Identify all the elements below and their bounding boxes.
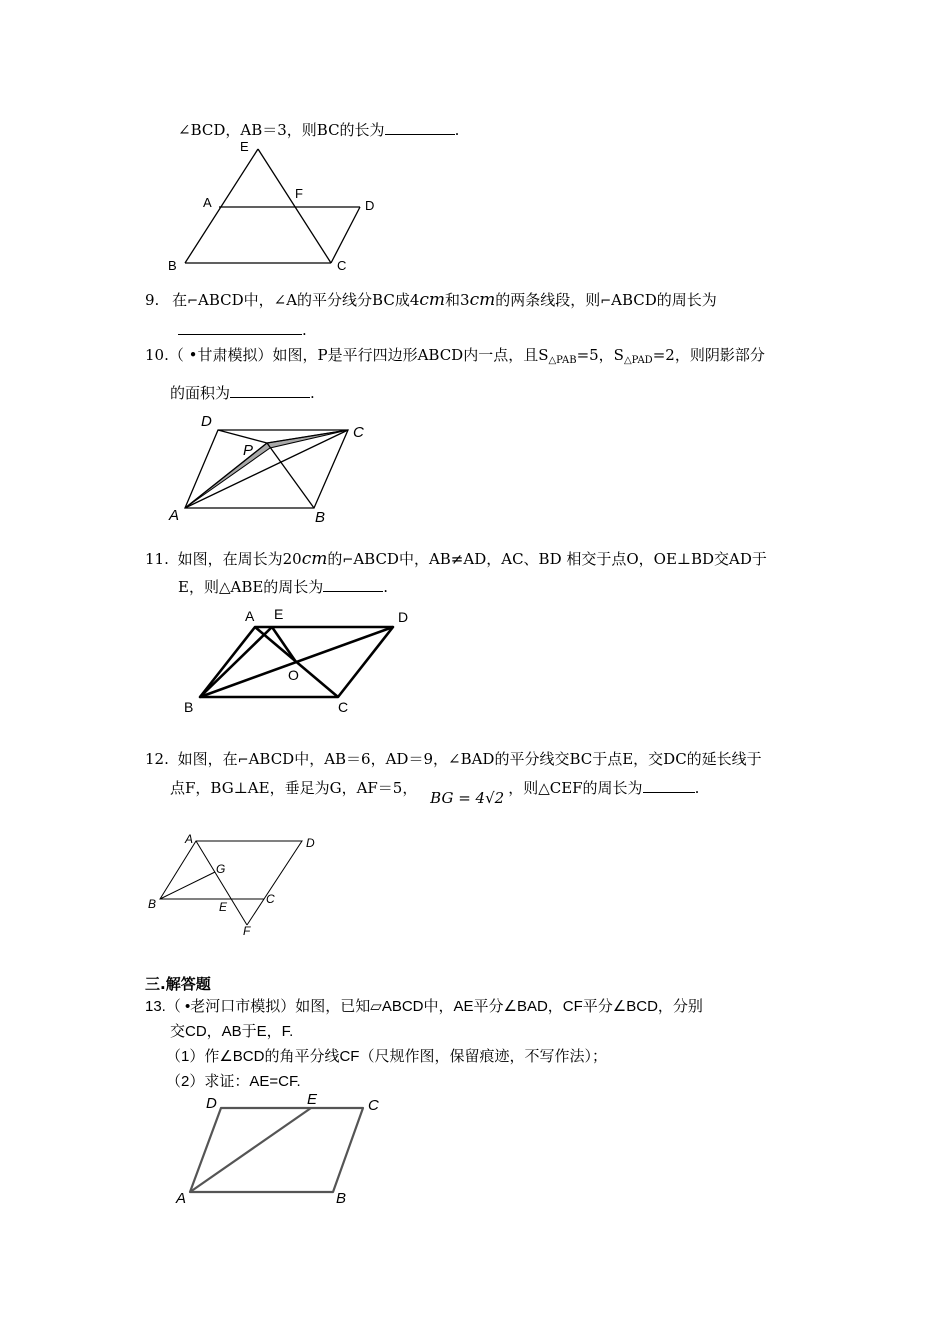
q13-label-A: A	[176, 1190, 187, 1207]
section-3-title: 三.解答题	[145, 975, 211, 993]
q13-line-AE	[190, 1108, 311, 1192]
q12-label-A: A	[185, 832, 194, 846]
parallelogram-icon: ⌐	[187, 294, 199, 309]
q8-label-F: F	[295, 186, 303, 201]
q12-formula: BG = 4√2	[430, 789, 505, 807]
q10-sub-pad: △PAD	[623, 355, 653, 366]
q12-label-E: E	[219, 900, 228, 914]
q9-text-a: 在	[172, 291, 188, 309]
q12-label-D: D	[306, 836, 315, 850]
q9-text-e: ABCD的周长为	[611, 291, 717, 309]
q11-label-E: E	[274, 606, 284, 622]
q12-label-G: G	[216, 862, 226, 876]
q12-label-F: F	[243, 924, 251, 938]
q13-line1-text: （ •老河口市模拟）如图，已知▱ABCD中，AE平分∠BAD，CF平分∠BCD，分别	[165, 998, 703, 1015]
q9-text-b: ABCD中，∠A的平分线分BC成4	[198, 291, 420, 309]
q10-label-A: A	[169, 507, 180, 524]
q12-line2-text: 点F，BG⊥AE，垂足为G，AF＝5，	[170, 779, 418, 797]
q9-unit-2: cm	[469, 290, 496, 310]
q13-label-C: C	[368, 1097, 379, 1114]
q9-text-d: 的两条线段，则	[495, 291, 601, 309]
q8-tail: ∠BCD，AB＝3，则BC的长为	[178, 121, 385, 139]
q10-label-C: C	[353, 424, 364, 441]
q12-number: 12.	[145, 750, 169, 768]
q13-label-B: B	[336, 1190, 347, 1207]
q11-label-O: O	[288, 667, 299, 683]
q8-label-C: C	[337, 258, 347, 273]
q10-label-B: B	[315, 509, 326, 526]
q8-label-B: B	[168, 258, 177, 273]
q10-text-a: （ •甘肃模拟）如图，P是平行四边形ABCD内一点，且S	[168, 346, 549, 364]
q11-unit: cm	[301, 549, 328, 569]
q11-label-C: C	[338, 699, 349, 715]
q13-number: 13.	[145, 998, 166, 1015]
q13-parallelogram	[190, 1108, 363, 1192]
q10-text-b: =5，S	[576, 346, 624, 364]
q10-number: 10.	[145, 346, 169, 364]
q10-sub-pab: △PAB	[548, 355, 577, 366]
q11-number: 11.	[145, 550, 169, 568]
q11-text-b: 的	[327, 550, 343, 568]
q11-end: .	[383, 578, 389, 596]
q9-number: 9.	[145, 291, 160, 309]
q10-label-D: D	[201, 413, 212, 430]
q9-text-c: 和3	[445, 291, 470, 309]
q9-end: .	[302, 321, 307, 339]
q12-text-b: ABCD中，AB＝6，AD＝9，∠BAD的平分线交BC于点E，交DC的延长线于	[248, 750, 762, 768]
q8-label-E: E	[240, 139, 249, 154]
q12-line2b-text: ，则△CEF的周长为	[508, 779, 643, 797]
q11-text-c: ABCD中，AB≠AD，AC、BD 相交于点O，OE⊥BD交AD于	[353, 550, 767, 568]
q13-label-D: D	[206, 1095, 217, 1112]
q10-label-P: P	[243, 442, 254, 459]
q13-line4: （2）求证：AE=CF.	[166, 1073, 301, 1090]
q8-label-A: A	[203, 195, 212, 210]
q8-label-D: D	[365, 198, 375, 213]
parallelogram-icon: ⌐	[342, 553, 354, 568]
q11-label-B: B	[184, 699, 194, 715]
q8-end: .	[454, 121, 460, 139]
q13-line2: 交CD，AB于E，F.	[170, 1023, 294, 1040]
q13-line3: （1）作∠BCD的角平分线CF（尺规作图，保留痕迹，不写作法）；	[166, 1048, 607, 1065]
q12-end: .	[694, 779, 700, 797]
q9-unit-1: cm	[419, 290, 446, 310]
q11-line2-text: E，则△ABE的周长为	[178, 578, 324, 596]
q10-text-c: =2，则阴影部分	[652, 346, 765, 364]
parallelogram-icon: ⌐	[237, 753, 249, 768]
q11-label-A: A	[245, 608, 255, 624]
q12-label-C: C	[266, 892, 275, 906]
q10-line2-text: 的面积为	[170, 384, 231, 402]
q11-label-D: D	[398, 609, 409, 625]
q12-text-a: 如图，在	[177, 750, 238, 768]
q12-label-B: B	[148, 897, 157, 911]
parallelogram-icon: ⌐	[600, 294, 612, 309]
q11-text-a: 如图，在周长为20	[177, 550, 302, 568]
q10-end: .	[310, 384, 315, 402]
q13-label-E: E	[307, 1091, 318, 1108]
